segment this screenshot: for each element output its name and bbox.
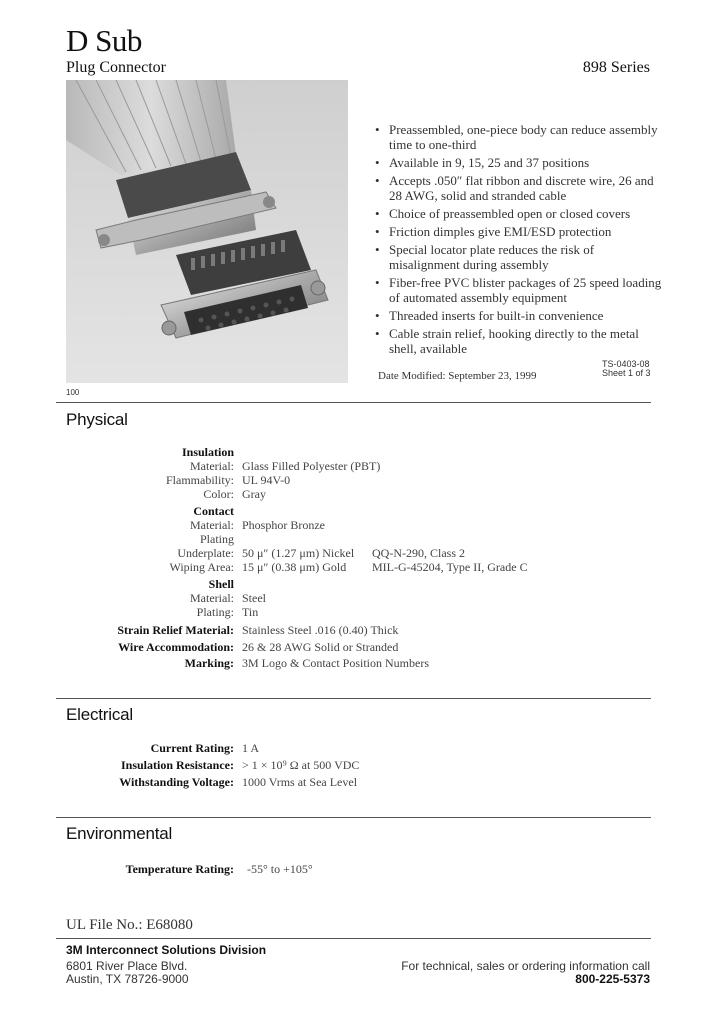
environmental-heading: Environmental xyxy=(66,824,173,843)
spec-value: > 1 × 10⁹ Ω at 500 VDC xyxy=(242,758,360,772)
feature-text: Friction dimples give EMI/ESD protection xyxy=(389,224,612,239)
spec-row xyxy=(0,741,720,755)
feature-item xyxy=(372,242,662,272)
bullet: • xyxy=(375,122,380,137)
spec-row xyxy=(0,591,720,605)
bullet: • xyxy=(375,275,380,290)
spec-label: Plating xyxy=(199,532,234,546)
footer-divider xyxy=(56,938,651,939)
spec-row xyxy=(0,862,720,876)
page-number: 100 xyxy=(66,388,80,397)
spec-row xyxy=(0,445,720,459)
spec-row xyxy=(0,459,720,473)
division-name: 3M Interconnect Solutions Division xyxy=(66,943,267,957)
spec-label: Plating: xyxy=(196,605,234,619)
section-divider xyxy=(56,698,651,699)
spec-value: Stainless Steel .016 (0.40) Thick xyxy=(242,623,399,637)
section-divider xyxy=(56,817,651,818)
series-label: 898 Series xyxy=(582,59,650,76)
ul-file-number: UL File No.: E68080 xyxy=(66,917,193,933)
phone-number: 800-225-5373 xyxy=(575,972,650,986)
spec-value: UL 94V-0 xyxy=(242,473,291,487)
bullet: • xyxy=(375,155,380,170)
spec-value: 15 μ″ (0.38 μm) Gold xyxy=(242,560,347,574)
address-line: 6801 River Place Blvd. xyxy=(66,959,188,973)
feature-item xyxy=(372,275,662,305)
spec-value: Phosphor Bronze xyxy=(242,518,325,532)
spec-row xyxy=(0,518,720,532)
spec-label: Material: xyxy=(190,459,234,473)
page-subtitle: Plug Connector xyxy=(66,59,166,76)
spec-value: Glass Filled Polyester (PBT) xyxy=(242,459,381,473)
spec-value: -55° to +105° xyxy=(247,862,313,876)
product-photo xyxy=(66,80,348,383)
spec-row xyxy=(0,758,720,772)
feature-text: Fiber-free PVC blister packages of 25 speed loading of automated assembly equipment xyxy=(389,275,662,305)
sheet-number: Sheet 1 of 3 xyxy=(602,368,651,378)
feature-text: Accepts .050″ flat ribbon and discrete wire, 26 and 28 AWG, solid and stranded cable xyxy=(389,173,654,203)
spec-group-label: Shell xyxy=(208,577,234,591)
feature-text: Special locator plate reduces the risk of misalignment during assembly xyxy=(389,242,595,272)
spec-row xyxy=(0,775,720,789)
bullet: • xyxy=(375,173,380,188)
spec-row xyxy=(0,605,720,619)
feature-item xyxy=(372,122,662,152)
spec-group-label: Contact xyxy=(193,504,234,518)
bullet: • xyxy=(375,308,380,323)
spec-value: Gray xyxy=(242,487,266,501)
spec-row xyxy=(0,532,720,546)
spec-label: Underplate: xyxy=(177,546,234,560)
spec-row xyxy=(0,640,720,654)
spec-row xyxy=(0,656,720,670)
spec-label: Wiping Area: xyxy=(169,560,234,574)
feature-text: Available in 9, 15, 25 and 37 positions xyxy=(389,155,590,170)
spec-label: Color: xyxy=(203,487,234,501)
spec-value: 3M Logo & Contact Position Numbers xyxy=(242,656,429,670)
feature-text: Threaded inserts for built-in convenience xyxy=(389,308,604,323)
bullet: • xyxy=(375,242,380,257)
spec-label: Strain Relief Material: xyxy=(117,623,234,637)
feature-item xyxy=(372,155,662,170)
spec-standard: QQ-N-290, Class 2 xyxy=(372,546,465,560)
doc-number: TS-0403-08 xyxy=(602,359,650,369)
spec-value: 1000 Vrms at Sea Level xyxy=(242,775,358,789)
spec-row xyxy=(0,473,720,487)
feature-item xyxy=(372,224,662,239)
bullet: • xyxy=(375,326,380,341)
bullet: • xyxy=(375,224,380,239)
feature-text: Choice of preassembled open or closed covers xyxy=(389,206,631,221)
spec-value: 1 A xyxy=(242,741,260,755)
spec-label: Flammability: xyxy=(166,473,234,487)
spec-row xyxy=(0,546,720,560)
spec-label: Material: xyxy=(190,591,234,605)
spec-label: Marking: xyxy=(184,656,234,670)
spec-label: Current Rating: xyxy=(150,741,234,755)
feature-list xyxy=(372,122,662,359)
spec-row xyxy=(0,487,720,501)
spec-label: Wire Accommodation: xyxy=(118,640,234,654)
feature-item xyxy=(372,326,662,356)
spec-label: Insulation Resistance: xyxy=(120,758,234,772)
spec-label: Material: xyxy=(190,518,234,532)
spec-value: Steel xyxy=(242,591,266,605)
spec-label: Temperature Rating: xyxy=(125,862,234,876)
spec-value: 50 μ″ (1.27 μm) Nickel xyxy=(242,546,355,560)
spec-group-label: Insulation xyxy=(181,445,234,459)
date-modified: Date Modified: September 23, 1999 xyxy=(378,370,537,382)
spec-standard: MIL-G-45204, Type II, Grade C xyxy=(372,560,528,574)
spec-row xyxy=(0,504,720,518)
spec-row xyxy=(0,560,720,574)
feature-item xyxy=(372,308,662,323)
physical-heading: Physical xyxy=(66,410,128,429)
feature-text: Preassembled, one-piece body can reduce assembly time to one-third xyxy=(389,122,658,152)
d-sub-connector-illustration xyxy=(66,80,348,383)
feature-item xyxy=(372,206,662,221)
page-title: D Sub xyxy=(66,23,142,58)
spec-row xyxy=(0,623,720,637)
feature-item xyxy=(372,173,662,203)
spec-value: Tin xyxy=(242,605,259,619)
spec-value: 26 & 28 AWG Solid or Stranded xyxy=(242,640,399,654)
section-divider xyxy=(56,402,651,403)
feature-text: Cable strain relief, hooking directly to the metal shell, available xyxy=(389,326,639,356)
spec-row xyxy=(0,577,720,591)
electrical-heading: Electrical xyxy=(66,705,133,724)
bullet: • xyxy=(375,206,380,221)
spec-label: Withstanding Voltage: xyxy=(119,775,234,789)
address-line: Austin, TX 78726-9000 xyxy=(66,972,189,986)
contact-info-text: For technical, sales or ordering information call xyxy=(401,959,650,973)
